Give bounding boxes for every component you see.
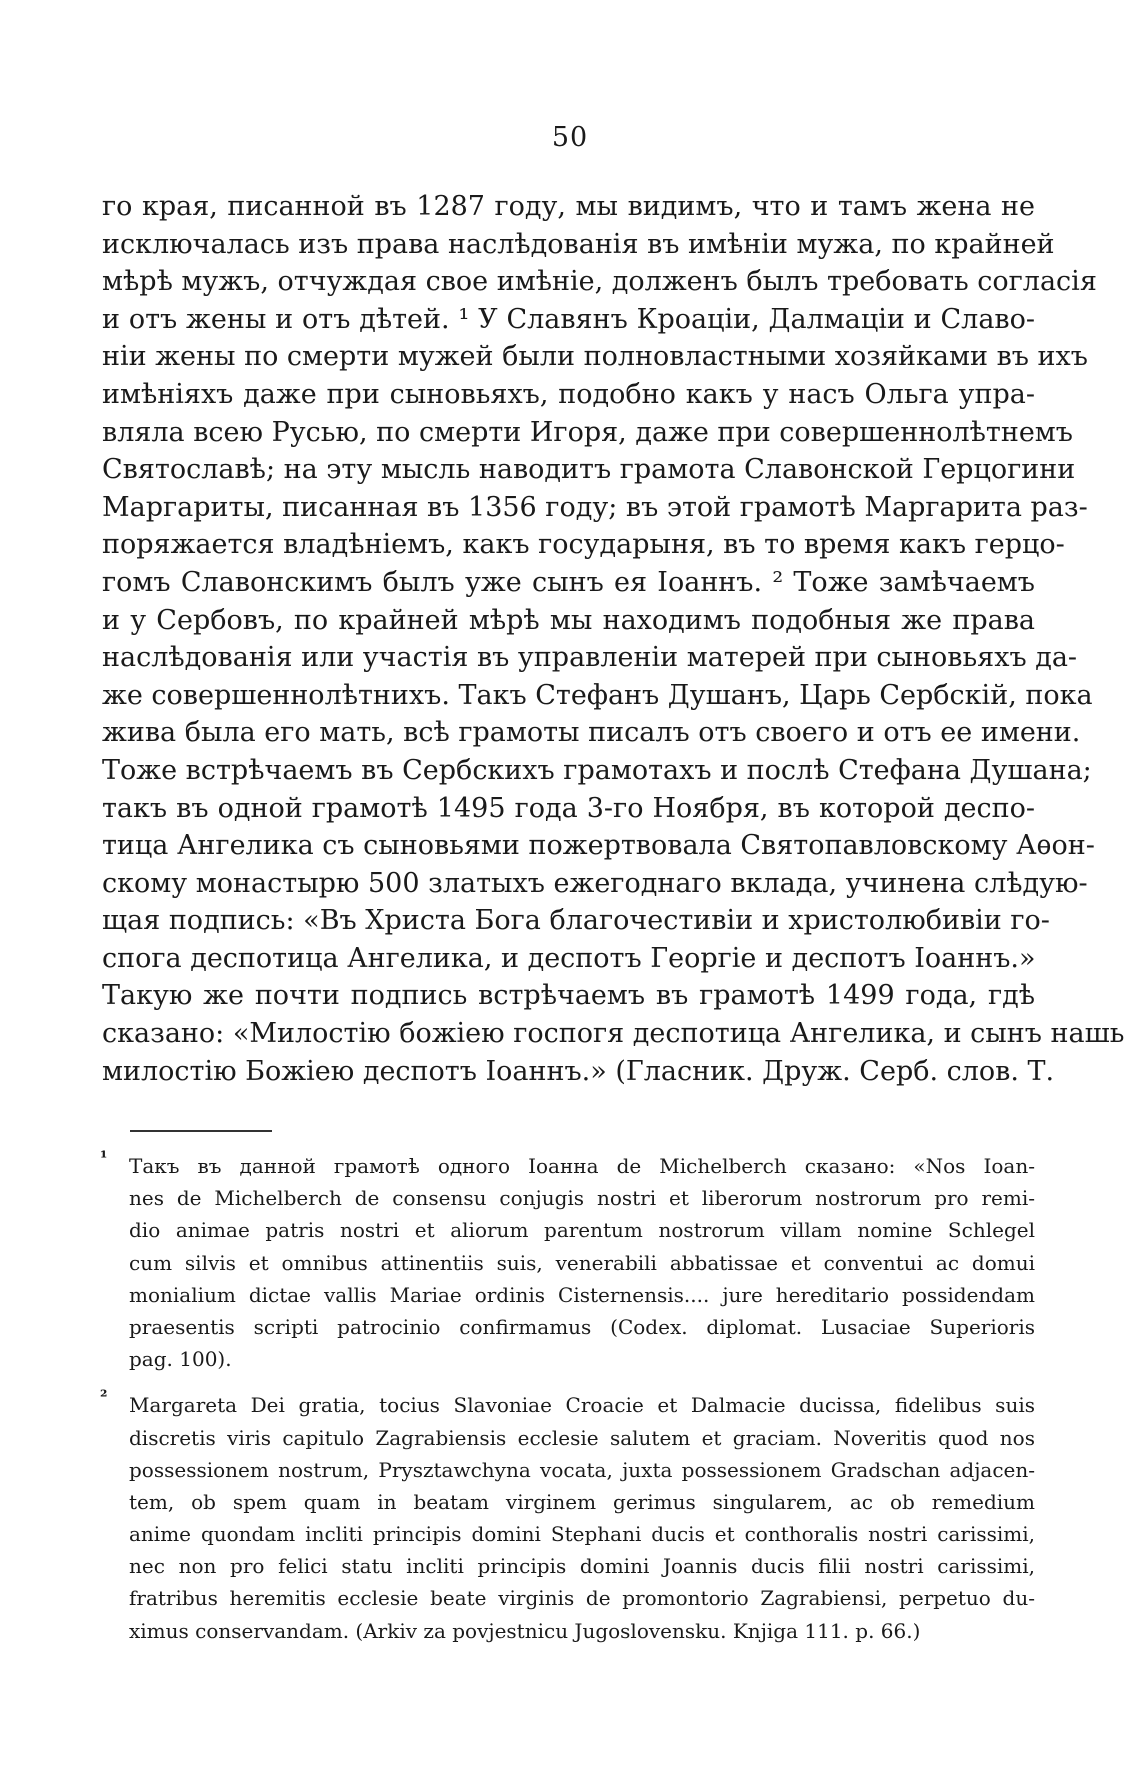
text-line: Маргариты, писанная въ 1356 году; въ этой грамотѣ Маргарита раз- bbox=[102, 491, 1088, 523]
footnote-line: Margareta Dei gratia, tocius Slavoniae Croacie et Dalmacie ducissa, fidelibus suis bbox=[129, 1393, 1035, 1418]
footnote-line: Такъ въ данной грамотѣ одного Іоанна de Michelberch сказано: «Nos Ioan- bbox=[129, 1154, 1035, 1178]
footnote-line: pag. 100). bbox=[129, 1347, 232, 1372]
text-line: щая подпись: «Въ Христа Бога благочестивіи и христолюбивіи го- bbox=[102, 905, 1050, 937]
footnote-2 bbox=[100, 1389, 1035, 1647]
text-line: же совершеннолѣтнихъ. Такъ Стефанъ Душанъ, Царь Сербскій, пока bbox=[102, 679, 1093, 711]
text-line: поряжается владѣніемъ, какъ государыня, въ то время какъ герцо- bbox=[102, 529, 1065, 561]
text-line: спога деспотица Ангелика, и деспотъ Георгіе и деспотъ Іоаннъ.» bbox=[102, 942, 1036, 974]
text-line: Святославѣ; на эту мысль наводитъ грамота Славонской Герцогини bbox=[102, 454, 1076, 486]
text-line: такъ въ одной грамотѣ 1495 года 3-го Ноября, въ которой деспо- bbox=[102, 792, 1035, 824]
text-line: мѣрѣ мужъ, отчуждая свое имѣніе, долженъ былъ требовать согласія bbox=[102, 266, 1097, 298]
footnote-line: anime quondam incliti principis domini Stephani ducis et conthoralis nostri carissimi, bbox=[129, 1522, 1035, 1547]
footnote-line: ximus conservandam. (Arkiv za povjestnicu Jugoslovensku. Knjiga 111. p. 66.) bbox=[129, 1618, 921, 1643]
page-number: 50 bbox=[551, 122, 589, 153]
footnote-marker: ² bbox=[100, 1387, 108, 1408]
text-line: скому монастырю 500 златыхъ ежегоднаго вклада, учинена слѣдую- bbox=[102, 867, 1088, 899]
text-line: Такую же почти подпись встрѣчаемъ въ грамотѣ 1499 года, гдѣ bbox=[102, 980, 1035, 1012]
footnote-line: monialium dictae vallis Mariae ordinis Cisternensis.... jure hereditario possidendam bbox=[129, 1282, 1035, 1307]
text-line: го края, писанной въ 1287 году, мы видимъ, что и тамъ жена не bbox=[102, 191, 1035, 222]
footnote-line: tem, ob spem quam in beatam virginem gerimus singularem, ac ob remedium bbox=[129, 1489, 1035, 1514]
text-line: исключалась изъ права наслѣдованія въ имѣніи мужа, по крайней bbox=[102, 228, 1055, 260]
footnote-line: nec non pro felici statu incliti principis domini Joannis ducis filii nostri carissimi, bbox=[129, 1554, 1035, 1579]
footnote-line: dio animae patris nostri et aliorum parentum nostrorum villam nomine Schlegel bbox=[129, 1218, 1035, 1243]
footnote-line: cum silvis et omnibus attinentiis suis, venerabili abbatissae et conventui ac domui bbox=[129, 1250, 1035, 1275]
text-line: милостію Божіею деспотъ Іоаннъ.» (Гласник. Друж. Серб. слов. Т. bbox=[102, 1055, 1055, 1087]
text-line: жива была его мать, всѣ грамоты писалъ отъ своего и отъ ее имени. bbox=[102, 717, 1081, 749]
footnote-marker: ¹ bbox=[100, 1148, 108, 1168]
footnote-line: possessionem nostrum, Prysztawchyna vocata, juxta possessionem Gradschan adjacen- bbox=[129, 1457, 1035, 1482]
text-line: и у Сербовъ, по крайней мѣрѣ мы находимъ подобныя же права bbox=[102, 604, 1035, 636]
footnote-divider bbox=[130, 1130, 272, 1132]
main-text bbox=[102, 188, 1125, 1090]
footnotes bbox=[100, 1150, 1035, 1661]
footnote-line: discretis viris capitulo Zagrabiensis ecclesie salutem et graciam. Noveritis quod nos bbox=[129, 1425, 1035, 1450]
text-line: наслѣдованія или участія въ управленіи матерей при сыновьяхъ да- bbox=[102, 642, 1078, 674]
text-line: ніи жены по смерти мужей были полновластными хозяйками въ ихъ bbox=[102, 341, 1088, 373]
text-line: Тоже встрѣчаемъ въ Сербскихъ грамотахъ и послѣ Стефана Душана; bbox=[102, 754, 1092, 786]
text-line: имѣніяхъ даже при сыновьяхъ, подобно какъ у насъ Ольга упра- bbox=[102, 378, 1035, 410]
text-line: гомъ Славонскимъ былъ уже сынъ ея Іоаннъ. ² Тоже замѣчаемъ bbox=[102, 566, 1035, 598]
text-line: вляла всею Русью, по смерти Игоря, даже при совершеннолѣтнемъ bbox=[102, 416, 1073, 448]
footnote-line: nes de Michelberch de consensu conjugis nostri et liberorum nostrorum pro remi- bbox=[129, 1186, 1035, 1211]
text-line: тица Ангелика съ сыновьями пожертвовала Святопавловскому Аѳон- bbox=[102, 830, 1095, 862]
footnote-line: fratribus heremitis ecclesie beate virginis de promontorio Zagrabiensi, perpetuo du- bbox=[129, 1586, 1035, 1611]
text-line: сказано: «Милостію божіею госпогя деспотица Ангелика, и сынъ нашь bbox=[102, 1018, 1125, 1050]
text-line: и отъ жены и отъ дѣтей. ¹ У Славянъ Кроаціи, Далмаціи и Славо- bbox=[102, 303, 1035, 335]
footnote-line: praesentis scripti patrocinio confirmamus (Codex. diplomat. Lusaciae Superioris bbox=[129, 1314, 1035, 1339]
footnote-1 bbox=[100, 1150, 1035, 1375]
